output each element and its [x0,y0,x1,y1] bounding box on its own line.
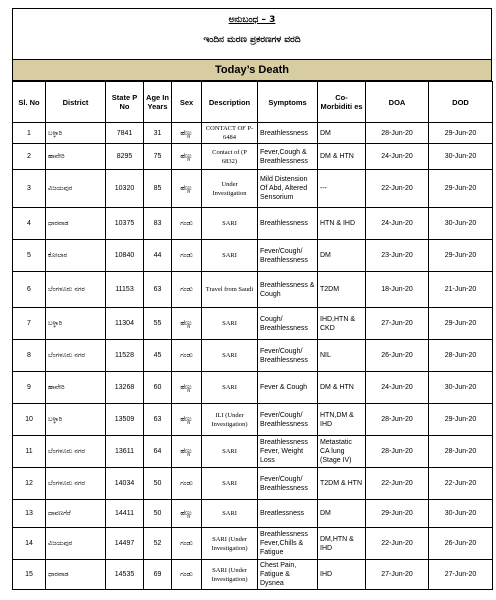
cell-pno: 8295 [106,144,144,170]
document-page [12,8,492,590]
cell-comorb: DM,HTN & IHD [318,528,366,560]
cell-pno: 14497 [106,528,144,560]
cell-sym: Mild Distension Of Abd, Altered Sensorium [258,170,318,208]
col-header: DOD [429,82,493,123]
cell-dod: 30-Jun-20 [429,372,493,404]
table-row [13,144,493,170]
cell-sl: 11 [13,436,46,468]
col-header: District [46,82,106,123]
cell-age: 55 [144,308,172,340]
cell-doa: 24-Jun-20 [366,372,429,404]
cell-district: ಬಳ್ಳಾರಿ [46,123,106,144]
cell-age: 52 [144,528,172,560]
cell-dod: 27-Jun-20 [429,560,493,590]
col-header: Description [202,82,258,123]
cell-doa: 28-Jun-20 [366,436,429,468]
cell-comorb: Metastatic CA lung (Stage IV) [318,436,366,468]
cell-doa: 26-Jun-20 [366,340,429,372]
cell-desc: ILI (Under Investigation) [202,404,258,436]
cell-district: ದಾವಣಗೆರೆ [46,500,106,528]
cell-doa: 23-Jun-20 [366,240,429,272]
cell-sl: 4 [13,208,46,240]
cell-sl: 2 [13,144,46,170]
cell-sex: ಹೆಣ್ಣು [172,308,202,340]
cell-comorb: DM [318,240,366,272]
cell-sex: ಗಂಡು [172,468,202,500]
cell-sl: 10 [13,404,46,436]
cell-comorb: HTN & IHD [318,208,366,240]
table-row [13,404,493,436]
col-header: Age In Years [144,82,172,123]
cell-sl: 5 [13,240,46,272]
cell-desc: SARI [202,240,258,272]
cell-sl: 15 [13,560,46,590]
cell-pno: 13611 [106,436,144,468]
cell-dod: 29-Jun-20 [429,170,493,208]
cell-dod: 29-Jun-20 [429,240,493,272]
cell-pno: 10375 [106,208,144,240]
cell-district: ಬೆಂಗಳೂರು ನಗರ [46,436,106,468]
cell-district: ವಿಜಯಪುರ [46,528,106,560]
cell-doa: 22-Jun-20 [366,528,429,560]
cell-sex: ಹೆಣ್ಣು [172,500,202,528]
table-row [13,340,493,372]
col-header: DOA [366,82,429,123]
cell-age: 83 [144,208,172,240]
cell-dod: 30-Jun-20 [429,500,493,528]
table-row [13,528,493,560]
cell-doa: 28-Jun-20 [366,404,429,436]
cell-dod: 26-Jun-20 [429,528,493,560]
cell-age: 63 [144,272,172,308]
cell-sex: ಗಂಡು [172,240,202,272]
cell-district: ಬೆಂಗಳೂರು ನಗರ [46,272,106,308]
cell-sex: ಹೆಣ್ಣು [172,372,202,404]
cell-sym: Breathlessness [258,123,318,144]
cell-doa: 29-Jun-20 [366,500,429,528]
col-header: Sex [172,82,202,123]
cell-district: ಧಾರವಾಡ [46,208,106,240]
cell-comorb: IHD [318,560,366,590]
cell-comorb: HTN,DM & IHD [318,404,366,436]
table-row [13,308,493,340]
cell-desc: Contact of (P 6832) [202,144,258,170]
col-header: State P No [106,82,144,123]
cell-sex: ಹೆಣ್ಣು [172,170,202,208]
cell-age: 85 [144,170,172,208]
table-row [13,170,493,208]
cell-sym: Breathlessness & Cough [258,272,318,308]
cell-sym: Breatlessness [258,500,318,528]
cell-desc: SARI [202,468,258,500]
cell-age: 69 [144,560,172,590]
cell-doa: 28-Jun-20 [366,123,429,144]
table-row [13,372,493,404]
cell-doa: 27-Jun-20 [366,560,429,590]
cell-sym: Fever,Cough & Breathlessness [258,144,318,170]
cell-doa: 27-Jun-20 [366,308,429,340]
cell-pno: 11304 [106,308,144,340]
cell-sl: 3 [13,170,46,208]
cell-sym: Chest Pain, Fatigue & Dysnea [258,560,318,590]
cell-sl: 13 [13,500,46,528]
cell-age: 31 [144,123,172,144]
cell-sex: ಹೆಣ್ಣು [172,436,202,468]
cell-sl: 6 [13,272,46,308]
table-row [13,272,493,308]
cell-dod: 30-Jun-20 [429,144,493,170]
cell-comorb: DM & HTN [318,372,366,404]
col-header: Co-Morbiditi es [318,82,366,123]
document-header [12,8,492,59]
cell-dod: 28-Jun-20 [429,340,493,372]
cell-desc: SARI [202,436,258,468]
cell-comorb: T2DM & HTN [318,468,366,500]
cell-age: 50 [144,468,172,500]
cell-comorb: DM [318,500,366,528]
table-row [13,208,493,240]
cell-sex: ಗಂಡು [172,340,202,372]
cell-district: ಬೆಂಗಳೂರು ನಗರ [46,340,106,372]
cell-district: ಕೋಲಾರ [46,240,106,272]
cell-comorb: IHD,HTN & CKD [318,308,366,340]
cell-dod: 30-Jun-20 [429,208,493,240]
cell-dod: 28-Jun-20 [429,436,493,468]
cell-sym: Cough/ Breathlessness [258,308,318,340]
cell-comorb: DM & HTN [318,144,366,170]
cell-district: ಧಾರವಾಡ [46,560,106,590]
cell-desc: CONTACT OF P-6484 [202,123,258,144]
cell-sl: 12 [13,468,46,500]
cell-pno: 10320 [106,170,144,208]
cell-desc: SARI [202,340,258,372]
cell-district: ಬಳ್ಳಾರಿ [46,404,106,436]
table-body [13,123,493,590]
cell-age: 60 [144,372,172,404]
cell-desc: SARI [202,500,258,528]
cell-comorb: --- [318,170,366,208]
report-subtitle: ಇಂದಿನ ಮರಣ ಪ್ರಕರಣಗಳ ವರದಿ [203,35,301,45]
cell-comorb: NIL [318,340,366,372]
cell-sl: 8 [13,340,46,372]
cell-pno: 14411 [106,500,144,528]
cell-desc: SARI (Under Investigation) [202,528,258,560]
cell-age: 63 [144,404,172,436]
cell-age: 64 [144,436,172,468]
cell-sym: Breathlessness Fever,Chills & Fatigue [258,528,318,560]
col-header: Symptoms [258,82,318,123]
cell-district: ವಿಜಯಪುರ [46,170,106,208]
cell-dod: 29-Jun-20 [429,308,493,340]
cell-sex: ಗಂಡು [172,272,202,308]
table-row [13,500,493,528]
cell-dod: 21-Jun-20 [429,272,493,308]
cell-desc: SARI [202,308,258,340]
todays-death-banner: Today’s Death [12,59,492,81]
cell-desc: SARI [202,372,258,404]
table-row [13,123,493,144]
cell-district: ಹಾವೇರಿ [46,372,106,404]
cell-sl: 1 [13,123,46,144]
cell-sex: ಗಂಡು [172,528,202,560]
cell-sl: 14 [13,528,46,560]
cell-pno: 11528 [106,340,144,372]
cell-dod: 29-Jun-20 [429,404,493,436]
cell-pno: 13268 [106,372,144,404]
cell-desc: Under Investigation [202,170,258,208]
cell-pno: 10840 [106,240,144,272]
cell-sl: 7 [13,308,46,340]
cell-dod: 22-Jun-20 [429,468,493,500]
cell-comorb: T2DM [318,272,366,308]
cell-sym: Fever/Cough/ Breathlessness [258,468,318,500]
cell-doa: 22-Jun-20 [366,468,429,500]
cell-desc: Travel from Saudi [202,272,258,308]
table-row [13,560,493,590]
cell-sym: Fever/Cough/ Breathlessness [258,340,318,372]
cell-dod: 29-Jun-20 [429,123,493,144]
cell-sym: Fever & Cough [258,372,318,404]
cell-age: 45 [144,340,172,372]
cell-doa: 22-Jun-20 [366,170,429,208]
cell-sex: ಗಂಡು [172,208,202,240]
cell-desc: SARI [202,208,258,240]
cell-sym: Fever/Cough/ Breathlessness [258,404,318,436]
cell-sex: ಗಂಡು [172,560,202,590]
cell-district: ಬೆಂಗಳೂರು ನಗರ [46,468,106,500]
table-row [13,468,493,500]
cell-pno: 14034 [106,468,144,500]
cell-age: 75 [144,144,172,170]
cell-doa: 24-Jun-20 [366,144,429,170]
cell-pno: 11153 [106,272,144,308]
col-header: Sl. No [13,82,46,123]
cell-district: ಹಾವೇರಿ [46,144,106,170]
cell-age: 44 [144,240,172,272]
cell-pno: 7841 [106,123,144,144]
cell-sex: ಹೆಣ್ಣು [172,404,202,436]
cell-district: ಬಳ್ಳಾರಿ [46,308,106,340]
cell-sex: ಹೆಣ್ಣು [172,123,202,144]
cell-sl: 9 [13,372,46,404]
cell-pno: 13509 [106,404,144,436]
table-header-row [13,82,493,123]
cell-comorb: DM [318,123,366,144]
deaths-table [12,81,493,590]
table-row [13,240,493,272]
table-row [13,436,493,468]
cell-doa: 18-Jun-20 [366,272,429,308]
cell-sym: Fever/Cough/ Breathlessness [258,240,318,272]
cell-desc: SARI (Under Investigation) [202,560,258,590]
cell-age: 50 [144,500,172,528]
cell-doa: 24-Jun-20 [366,208,429,240]
cell-sym: Breathlessness Fever, Weight Loss [258,436,318,468]
cell-pno: 14535 [106,560,144,590]
cell-sym: Breathlessness [258,208,318,240]
annex-title: ಅನುಬಂಧ – 3 [228,15,276,25]
cell-sex: ಹೆಣ್ಣು [172,144,202,170]
